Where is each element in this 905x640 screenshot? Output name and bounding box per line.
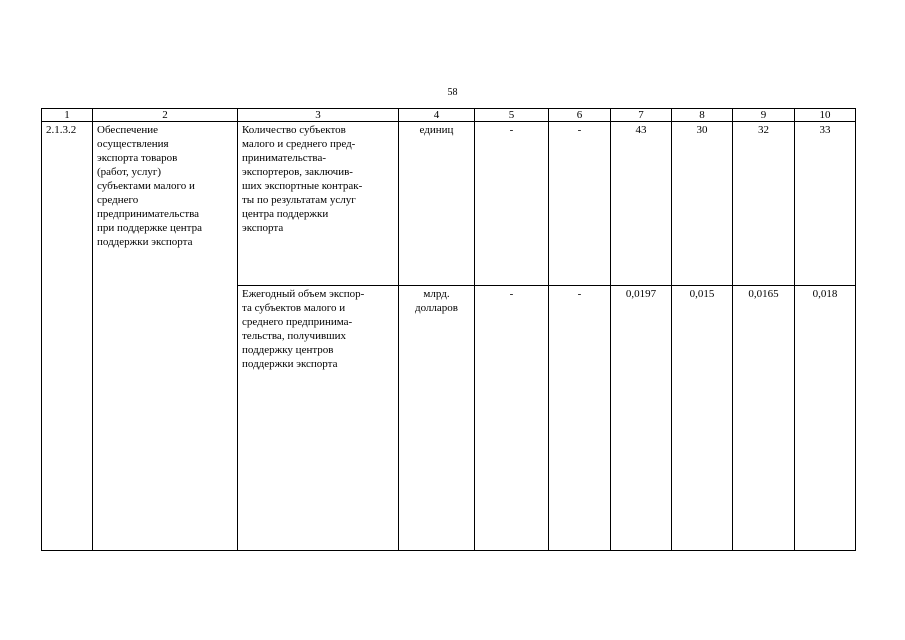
indicator-unit: единиц xyxy=(399,122,475,286)
value-col-10: 33 xyxy=(795,122,856,286)
value-col-7: 43 xyxy=(611,122,672,286)
value-col-5: - xyxy=(475,122,549,286)
column-header: 5 xyxy=(475,109,549,122)
indicator-text: Количество субъектов малого и среднего пред- принимательства- экспортеров, заключив- ших экспортные контрак- ты по результатам услуг центра поддержки экспорта xyxy=(238,122,399,286)
column-header: 2 xyxy=(93,109,238,122)
column-header: 7 xyxy=(611,109,672,122)
measure-name: Обеспечение осуществления экспорта товаров (работ, услуг) субъектами малого и среднего предпринимательства при поддержке центра поддержки экспорта xyxy=(93,122,238,551)
value-col-5: - xyxy=(475,286,549,551)
column-header: 8 xyxy=(672,109,733,122)
value-col-6: - xyxy=(549,286,611,551)
value-col-9: 0,0165 xyxy=(733,286,795,551)
column-header: 10 xyxy=(795,109,856,122)
value-col-9: 32 xyxy=(733,122,795,286)
column-header: 1 xyxy=(42,109,93,122)
value-col-6: - xyxy=(549,122,611,286)
column-header: 9 xyxy=(733,109,795,122)
page-number: 58 xyxy=(447,87,458,98)
column-header: 3 xyxy=(238,109,399,122)
value-col-7: 0,0197 xyxy=(611,286,672,551)
column-header: 6 xyxy=(549,109,611,122)
table-row xyxy=(42,122,856,286)
value-col-8: 0,015 xyxy=(672,286,733,551)
column-header: 4 xyxy=(399,109,475,122)
indicator-text: Ежегодный объем экспор- та субъектов малого и среднего предпринима- тельства, получивших поддержку центров поддержки экспорта xyxy=(238,286,399,551)
value-col-10: 0,018 xyxy=(795,286,856,551)
indicators-table xyxy=(41,108,856,551)
column-number-row xyxy=(42,109,856,122)
indicator-unit: млрд. долларов xyxy=(399,286,475,551)
row-code: 2.1.3.2 xyxy=(42,122,93,551)
value-col-8: 30 xyxy=(672,122,733,286)
